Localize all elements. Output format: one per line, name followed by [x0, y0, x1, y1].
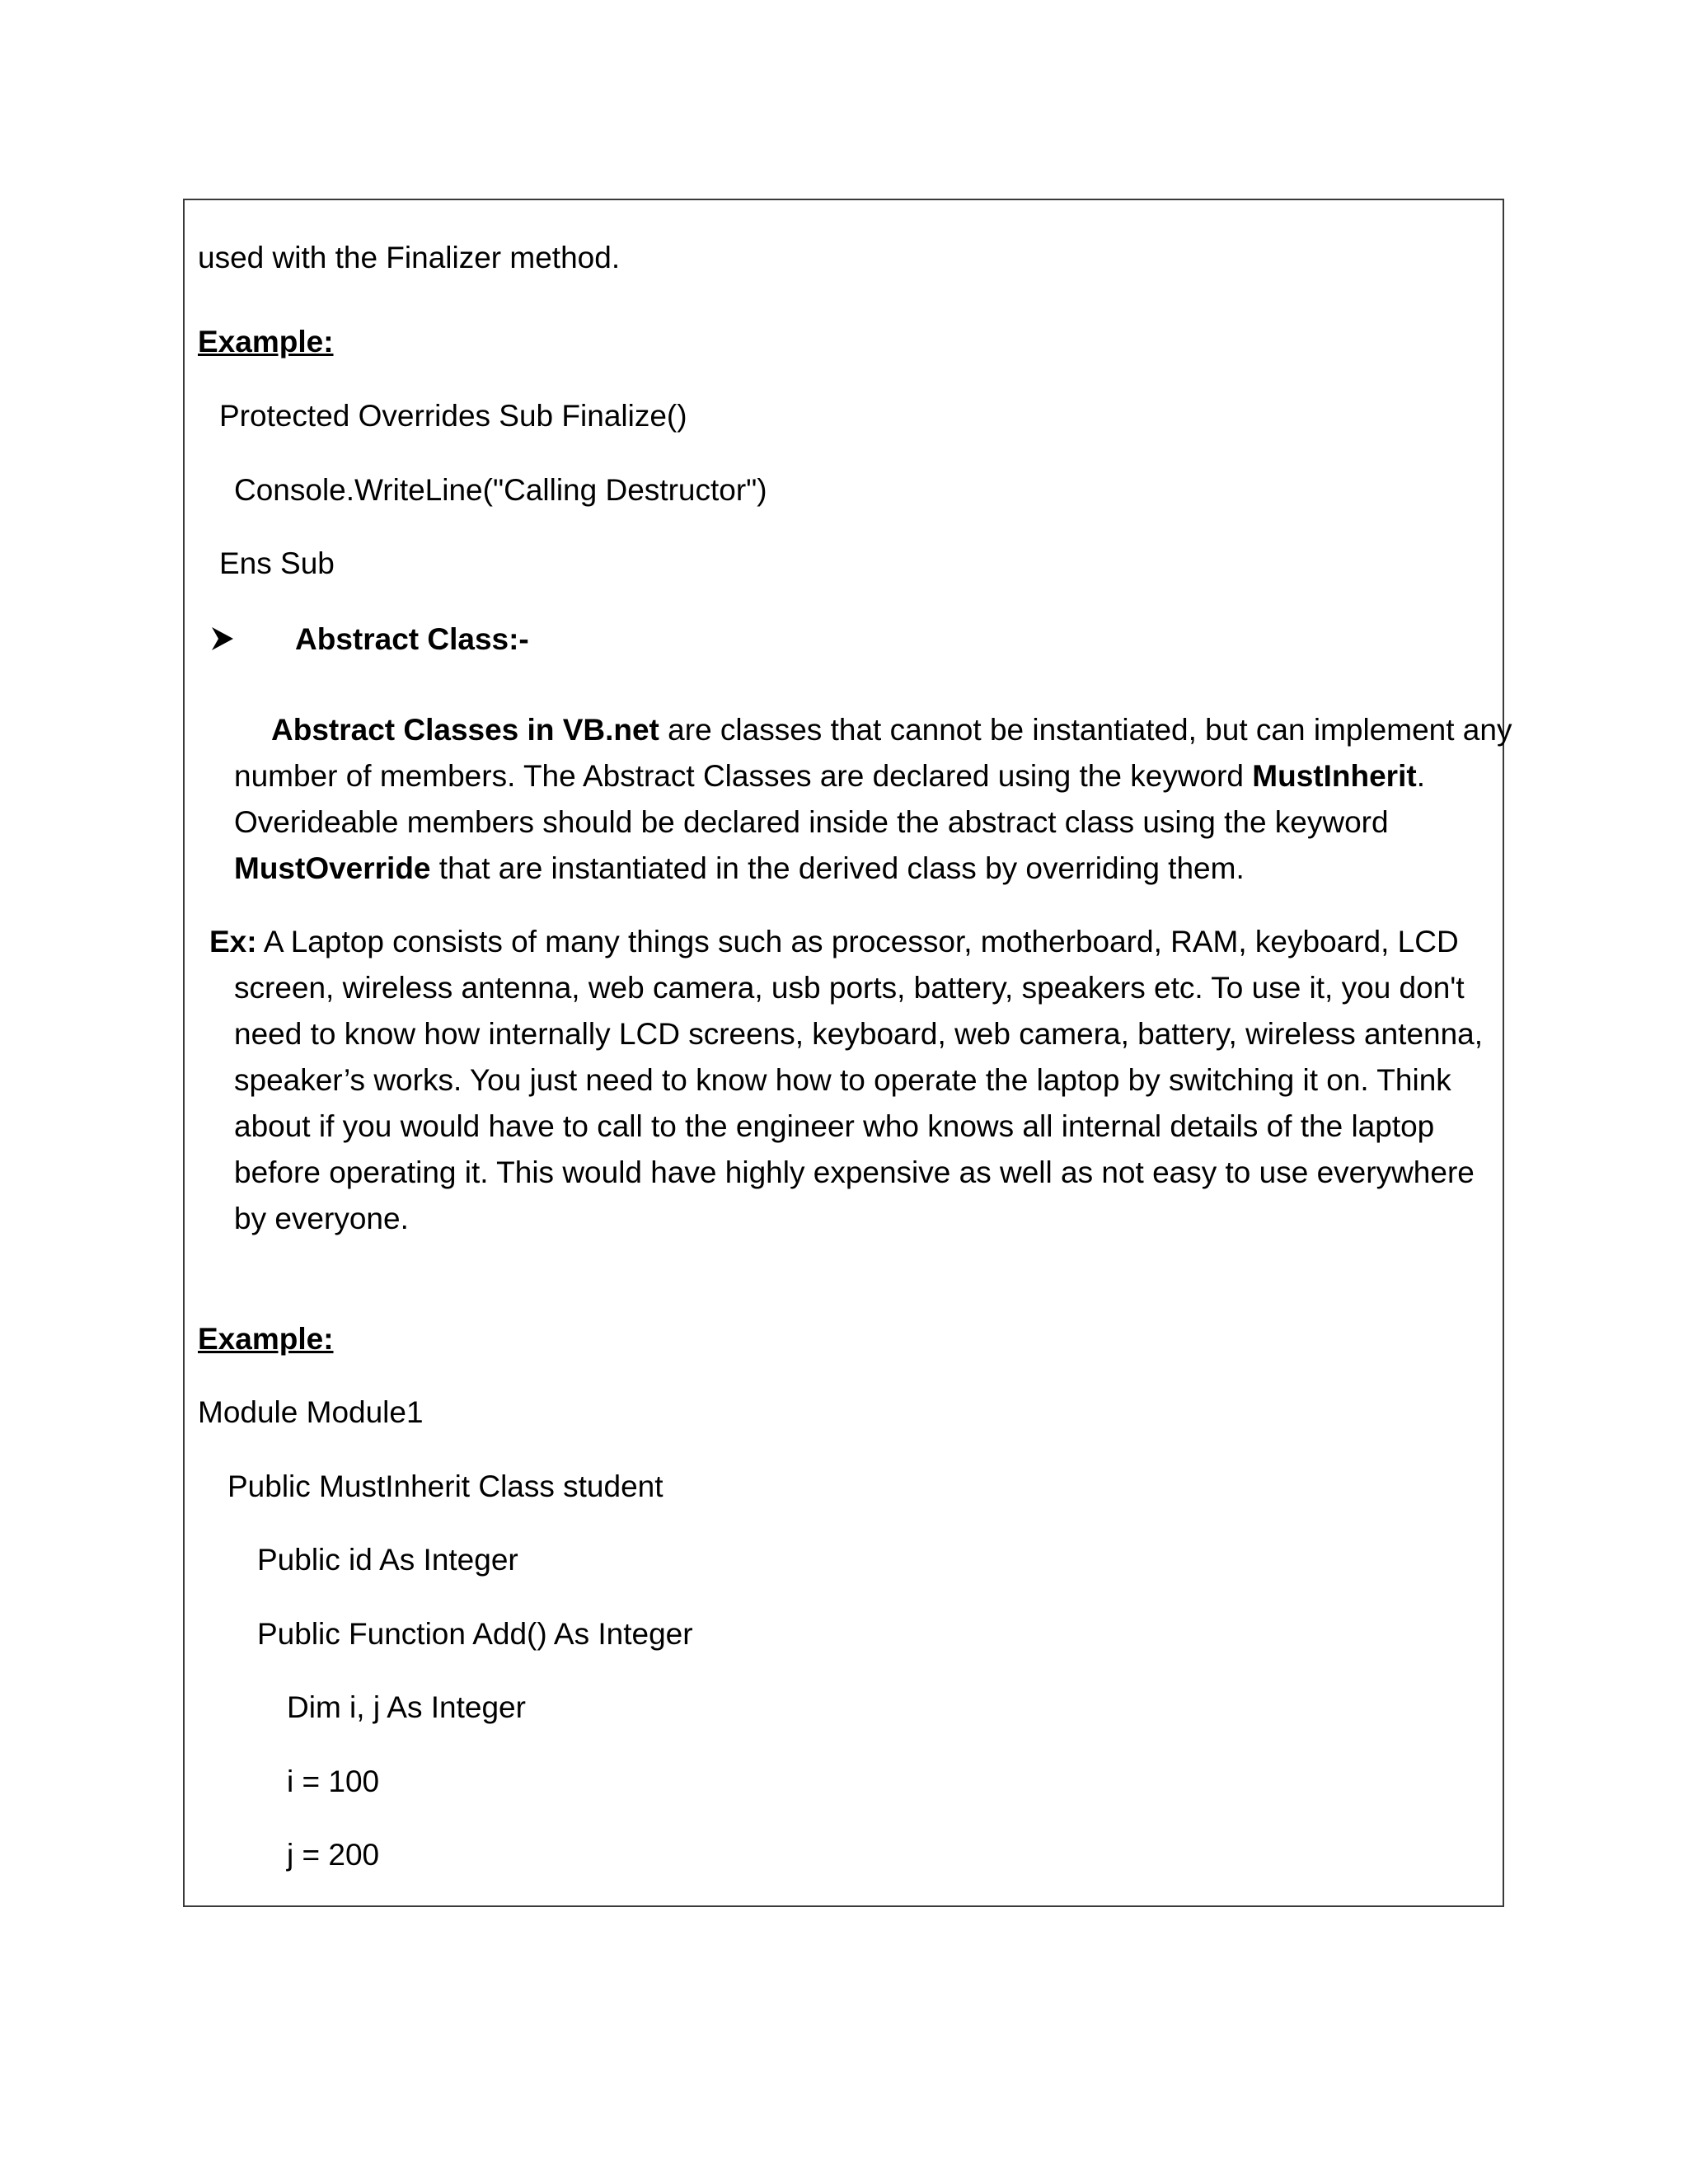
section-heading: Abstract Class:-: [295, 622, 529, 656]
code-line: i = 100: [287, 1765, 380, 1798]
paragraph-text: A Laptop consists of many things such as processor, motherboard, RAM, keyboard, LCD: [256, 925, 1459, 958]
paragraph-line: Overideable members should be declared inside the abstract class using the keyword: [234, 805, 1389, 839]
paragraph-line: by everyone.: [234, 1202, 409, 1235]
code-line: Protected Overrides Sub Finalize(): [219, 399, 687, 433]
code-line: Dim i, j As Integer: [287, 1690, 526, 1724]
code-line: Public MustInherit Class student: [227, 1469, 663, 1503]
arrow-bullet-icon: [210, 622, 235, 655]
code-line: Public id As Integer: [257, 1543, 518, 1577]
paragraph-line: before operating it. This would have highly expensive as well as not easy to use everywhere: [234, 1155, 1475, 1189]
finalizer-intro-text: used with the Finalizer method.: [198, 241, 621, 274]
code-line: j = 200: [287, 1838, 380, 1872]
ex-label: Ex:: [209, 925, 257, 958]
paragraph-line: need to know how internally LCD screens, keyboard, web camera, battery, wireless antenna,: [234, 1017, 1484, 1051]
code-line: Public Function Add() As Integer: [257, 1617, 693, 1651]
bold-keyword: MustOverride: [234, 851, 431, 885]
paragraph-line: screen, wireless antenna, web camera, usb ports, battery, speakers etc. To use it, you don't: [234, 971, 1465, 1005]
paragraph-text: are classes that cannot be instantiated, but can implement any: [659, 713, 1512, 747]
example-heading: Example:: [198, 325, 334, 359]
bold-keyword: MustInherit: [1252, 759, 1417, 793]
code-line: Ens Sub: [219, 546, 335, 580]
paragraph-line: [234, 753, 1425, 799]
paragraph-text: number of members. The Abstract Classes are declared using the keyword: [234, 759, 1253, 793]
paragraph-text: .: [1416, 759, 1425, 793]
example-heading: Example:: [198, 1322, 334, 1356]
paragraph-line: [271, 707, 1512, 753]
code-line: Module Module1: [198, 1395, 424, 1429]
paragraph-line: about if you would have to call to the engineer who knows all internal details of the laptop: [234, 1109, 1435, 1143]
paragraph-text: that are instantiated in the derived class by overriding them.: [430, 851, 1245, 885]
code-line: Console.WriteLine("Calling Destructor"): [234, 473, 767, 507]
paragraph-line: [234, 846, 1245, 892]
bold-term: Abstract Classes in VB.net: [271, 713, 659, 747]
paragraph-line: [209, 919, 1459, 965]
paragraph-line: speaker’s works. You just need to know how to operate the laptop by switching it on. Think: [234, 1063, 1451, 1097]
